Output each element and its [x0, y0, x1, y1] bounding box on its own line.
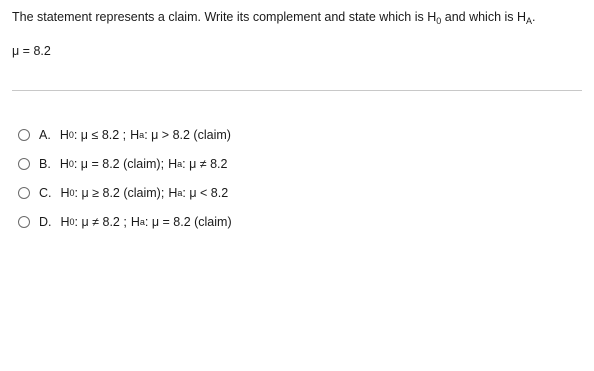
answer-option-d[interactable]: D. H 0 : μ ≠ 8.2 ; H a : μ = 8.2 (claim): [18, 213, 232, 231]
divider: [12, 90, 582, 91]
option-letter: B.: [39, 157, 51, 171]
h0-label: H: [60, 215, 70, 229]
question-mid: and which is H: [441, 10, 527, 24]
answer-option-b[interactable]: B. H 0 : μ = 8.2 (claim); H a : μ ≠ 8.2: [18, 155, 227, 173]
h0-text: : μ ≠ 8.2 ;: [74, 215, 127, 229]
question-pre: The statement represents a claim. Write its complement and state which is H: [12, 10, 437, 24]
ha-label: H: [168, 186, 178, 200]
ha-label: H: [130, 128, 140, 142]
ha-label: H: [130, 215, 140, 229]
h0-text: : μ = 8.2 (claim);: [73, 157, 165, 171]
question-text: [12, 8, 536, 26]
claim-statement: μ = 8.2: [12, 44, 51, 58]
h0-label: H: [60, 186, 70, 200]
ha-text: : μ ≠ 8.2: [182, 157, 228, 171]
ha-text: : μ > 8.2 (claim): [144, 128, 231, 142]
h0-label: H: [59, 128, 69, 142]
h0-text: : μ ≤ 8.2 ;: [73, 128, 127, 142]
answer-option-a[interactable]: A. H 0 : μ ≤ 8.2 ; H a : μ > 8.2 (claim): [18, 126, 231, 144]
ha-label: H: [168, 157, 178, 171]
option-letter: C.: [39, 186, 52, 200]
ha-text: : μ < 8.2: [182, 186, 229, 200]
h0-text: : μ ≥ 8.2 (claim);: [74, 186, 165, 200]
question-end: .: [532, 10, 536, 24]
radio-button-b[interactable]: [18, 158, 30, 170]
option-letter: D.: [39, 215, 52, 229]
ha-text: : μ = 8.2 (claim): [144, 215, 232, 229]
question-sub-a: A: [526, 16, 533, 26]
radio-button-c[interactable]: [18, 187, 30, 199]
option-letter: A.: [39, 128, 51, 142]
radio-button-d[interactable]: [18, 216, 30, 228]
radio-button-a[interactable]: [18, 129, 30, 141]
question-sub-0: 0: [436, 16, 442, 26]
h0-label: H: [59, 157, 69, 171]
answer-option-c[interactable]: C. H 0 : μ ≥ 8.2 (claim); H a : μ < 8.2: [18, 184, 228, 202]
